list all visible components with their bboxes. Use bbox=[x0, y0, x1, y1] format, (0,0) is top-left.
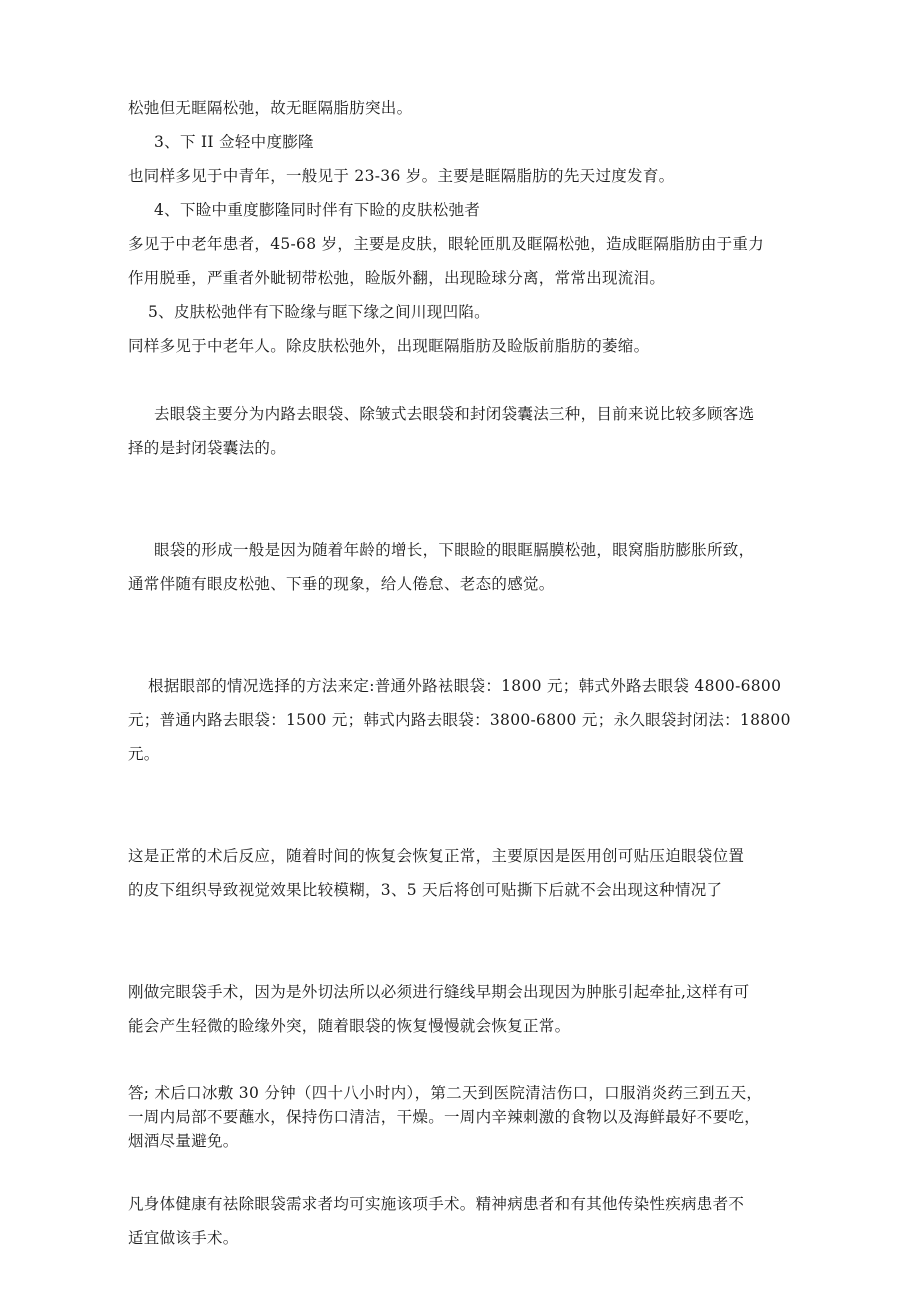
paragraph-type-4-desc bbox=[128, 227, 808, 295]
text-line: 多见于中老年患者，45-68 岁，主要是皮肤，眼轮匝肌及眶隔松弛，造成眶隔脂肪由于重力 bbox=[128, 235, 765, 253]
text-line: 刚做完眼袋手术，因为是外切法所以必须进行缝线早期会出现因为肿胀引起牵扯,这样有可 bbox=[128, 983, 750, 1001]
text-line: 能会产生轻微的睑缘外突，随着眼袋的恢复慢慢就会恢复正常。 bbox=[128, 1017, 571, 1035]
text-line: 4、下睑中重度膨隆同时伴有下睑的皮肤松弛者 bbox=[154, 201, 481, 219]
paragraph-type-5-desc bbox=[128, 329, 808, 363]
text-line: 去眼袋主要分为内路去眼袋、除皱式去眼袋和封闭袋囊法三种，目前来说比较多顾客选 bbox=[154, 405, 755, 423]
text-line: 的皮下组织导致视觉效果比较模糊，3、5 天后将创可贴撕下后就不会出现这种情况了 bbox=[128, 881, 723, 899]
paragraph-fat-continuation bbox=[128, 91, 808, 125]
text-line: 择的是封闭袋囊法的。 bbox=[128, 439, 287, 457]
text-line: 也同样多见于中青年，一般见于 23-36 岁。主要是眶隔脂肪的先天过度发育。 bbox=[128, 167, 675, 185]
text-line: 作用脱垂，严重者外眦韧带松弛，睑版外翻，出现睑球分离，常常出现流泪。 bbox=[128, 269, 666, 287]
heading-type-5 bbox=[128, 295, 828, 329]
paragraph-methods-second bbox=[128, 431, 808, 465]
paragraph-methods-first bbox=[128, 397, 834, 431]
text-line: 松弛但无眶隔松弛，故无眶隔脂肪突出。 bbox=[128, 99, 413, 117]
paragraph-aftercare bbox=[128, 1081, 808, 1153]
text-line: 通常伴随有眼皮松弛、下垂的现象，给人倦怠、老态的感觉。 bbox=[128, 575, 555, 593]
heading-type-3 bbox=[128, 125, 834, 159]
text-line: 根据眼部的情况选择的方法来定:普通外路袪眼袋：1800 元；韩式外路去眼袋 4800-6800 bbox=[148, 677, 782, 695]
text-line: 元；普通内路去眼袋：1500 元；韩式内路去眼袋：3800-6800 元；永久眼袋封闭法：18800 bbox=[128, 711, 791, 729]
paragraph-eligibility bbox=[128, 1187, 808, 1255]
text-line: 答; 术后口冰敷 30 分钟（四十八小时内），第二天到医院清洁伤口，口服消炎药三到五天， bbox=[128, 1084, 763, 1102]
text-line: 3、下 II 佥轻中度膨隆 bbox=[154, 133, 314, 151]
heading-type-4 bbox=[128, 193, 834, 227]
text-line: 凡身体健康有祛除眼袋需求者均可实施该项手术。精神病患者和有其他传染性疾病患者不 bbox=[128, 1195, 745, 1213]
text-line: 一周内局部不要蘸水，保持伤口清洁，干燥。一周内辛辣刺激的食物以及海鲜最好不要吃， bbox=[128, 1108, 761, 1126]
paragraph-postop-blur bbox=[128, 839, 808, 907]
paragraph-causes-second bbox=[128, 567, 808, 601]
paragraph-prices-first bbox=[128, 669, 828, 703]
paragraph-lid-eversion bbox=[128, 975, 808, 1043]
paragraph-causes-first bbox=[128, 533, 834, 567]
text-line: 5、皮肤松弛伴有下睑缘与眶下缘之间川现凹陷。 bbox=[148, 303, 490, 321]
text-line: 这是正常的术后反应，随着时间的恢复会恢复正常，主要原因是医用创可贴压迫眼袋位置 bbox=[128, 847, 745, 865]
text-line: 同样多见于中老年人。除皮肤松弛外，出现眶隔脂肪及睑版前脂肪的萎缩。 bbox=[128, 337, 650, 355]
text-line: 眼袋的形成一般是因为随着年龄的增长，下眼睑的眼眶膈膜松弛，眼窝脂肪膨胀所致， bbox=[154, 541, 755, 559]
paragraph-prices-rest bbox=[128, 703, 808, 771]
text-line: 烟酒尽量避免。 bbox=[128, 1132, 239, 1150]
paragraph-type-3-desc bbox=[128, 159, 808, 193]
text-line: 元。 bbox=[128, 745, 160, 763]
text-line: 适宜做该手术。 bbox=[128, 1229, 239, 1247]
